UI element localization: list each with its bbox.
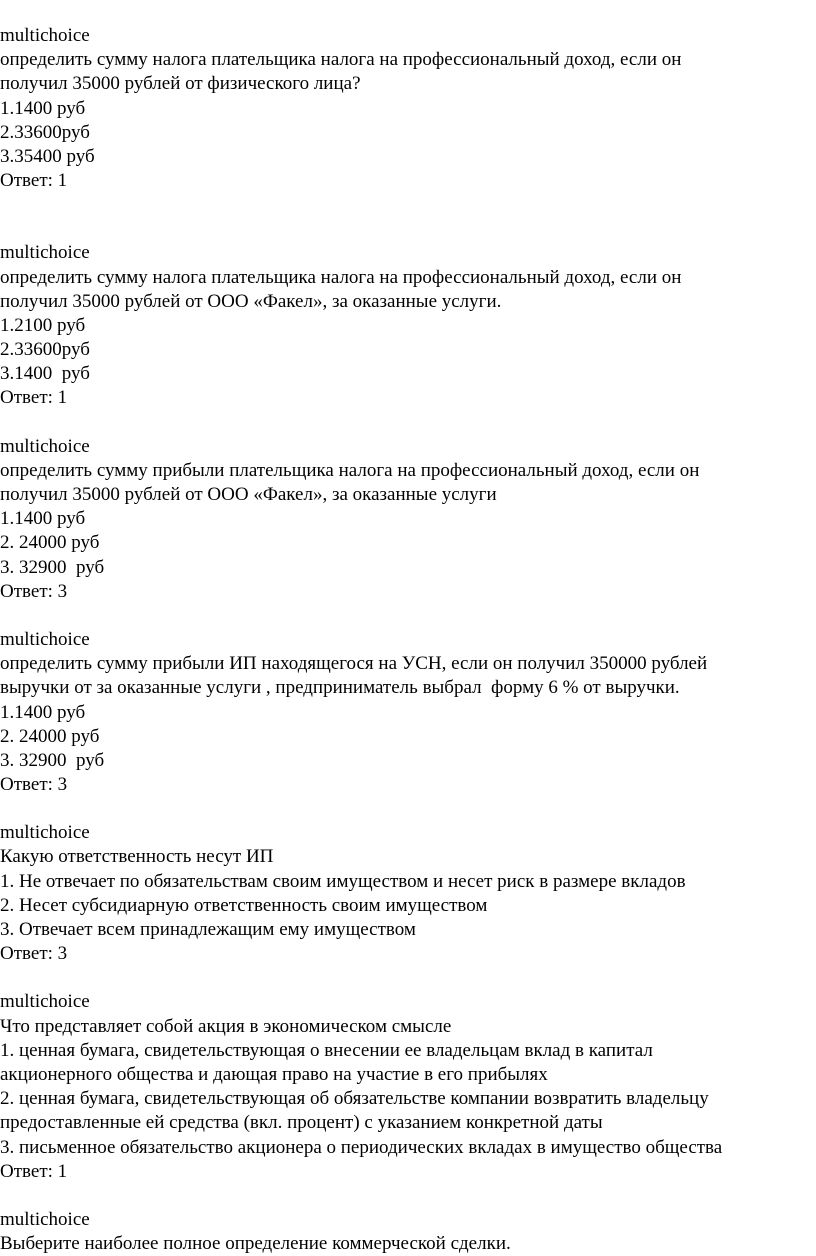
question-text-line: выручки от за оказанные услуги , предприниматель выбрал форму 6 % от выручки.: [0, 677, 680, 699]
answer-option: 2. Несет субсидиарную ответственность своим имуществом: [0, 894, 488, 916]
answer-option: 2. 24000 руб: [0, 532, 100, 554]
question-text-line: получил 35000 рублей от ООО «Факел», за оказанные услуги.: [0, 290, 502, 312]
spacer: [0, 797, 816, 821]
question-block-7: [0, 1208, 816, 1256]
answer-option: 1.1400 руб: [0, 97, 86, 119]
spacer: [0, 966, 816, 990]
answer-option: 3. Отвечает всем принадлежащим ему имуществом: [0, 919, 416, 940]
question-text-line: Что представляет собой акция в экономическом смысле: [0, 1015, 452, 1037]
spacer: [0, 1184, 816, 1208]
document-page: [0, 24, 816, 1256]
question-text-line: Какую ответственность несут ИП: [0, 846, 274, 868]
answer-option: 1.2100 руб: [0, 314, 86, 336]
question-text-line: Выберите наиболее полное определение коммерческой сделки.: [0, 1233, 511, 1255]
question-type: multichoice: [0, 435, 90, 457]
correct-answer: Ответ: 1: [0, 170, 68, 192]
answer-option: 2.33600руб: [0, 339, 90, 361]
question-type: multichoice: [0, 991, 90, 1013]
answer-option: 2.33600руб: [0, 121, 90, 143]
question-text-line: получил 35000 рублей от физического лица?: [0, 73, 361, 95]
answer-option: 3. письменное обязательство акционера о периодических вкладах в имущество общества: [0, 1136, 723, 1158]
question-text-line: определить сумму прибыли ИП находящегося на УСН, если он получил 350000 рублей: [0, 653, 708, 675]
answer-option: 1.1400 руб: [0, 508, 86, 530]
question-block-5: [0, 821, 816, 966]
question-block-4: [0, 628, 816, 797]
answer-option: 3. 32900 руб: [0, 749, 105, 771]
correct-answer: Ответ: 3: [0, 943, 68, 965]
question-type: multichoice: [0, 1208, 90, 1230]
spacer: [0, 193, 816, 241]
correct-answer: Ответ: 3: [0, 774, 68, 796]
question-block-3: [0, 435, 816, 604]
question-type: multichoice: [0, 822, 90, 844]
correct-answer: Ответ: 1: [0, 387, 68, 409]
question-block-2: [0, 241, 816, 410]
answer-option: предоставленные ей средства (вкл. процент) с указанием конкретной даты: [0, 1112, 603, 1134]
answer-option: 3.35400 руб: [0, 145, 95, 167]
question-type: multichoice: [0, 242, 90, 264]
answer-option: 2. ценная бумага, свидетельствующая об обязательстве компании возвратить владельцу: [0, 1088, 709, 1110]
answer-option: 1.1400 руб: [0, 701, 86, 723]
spacer: [0, 604, 816, 628]
question-block-1: [0, 24, 816, 193]
answer-option: 3. 32900 руб: [0, 556, 105, 578]
question-text-line: определить сумму налога плательщика налога на профессиональный доход, если он: [0, 266, 682, 288]
answer-option: акционерного общества и дающая право на участие в его прибылях: [0, 1063, 548, 1085]
question-type: multichoice: [0, 628, 90, 650]
correct-answer: Ответ: 3: [0, 580, 68, 602]
answer-option: 3.1400 руб: [0, 363, 90, 385]
answer-option: 2. 24000 руб: [0, 725, 100, 747]
answer-option: 1. Не отвечает по обязательствам своим имуществом и несет риск в размере вкладов: [0, 870, 686, 892]
question-type: multichoice: [0, 25, 90, 46]
spacer: [0, 411, 816, 435]
question-block-6: [0, 990, 816, 1184]
answer-option: 1. ценная бумага, свидетельствующая о внесении ее владельцам вклад в капитал: [0, 1039, 653, 1061]
correct-answer: Ответ: 1: [0, 1160, 68, 1182]
question-text-line: определить сумму прибыли плательщика налога на профессиональный доход, если он: [0, 459, 700, 481]
question-text-line: определить сумму налога плательщика налога на профессиональный доход, если он: [0, 49, 682, 71]
question-text-line: получил 35000 рублей от ООО «Факел», за оказанные услуги: [0, 484, 497, 505]
